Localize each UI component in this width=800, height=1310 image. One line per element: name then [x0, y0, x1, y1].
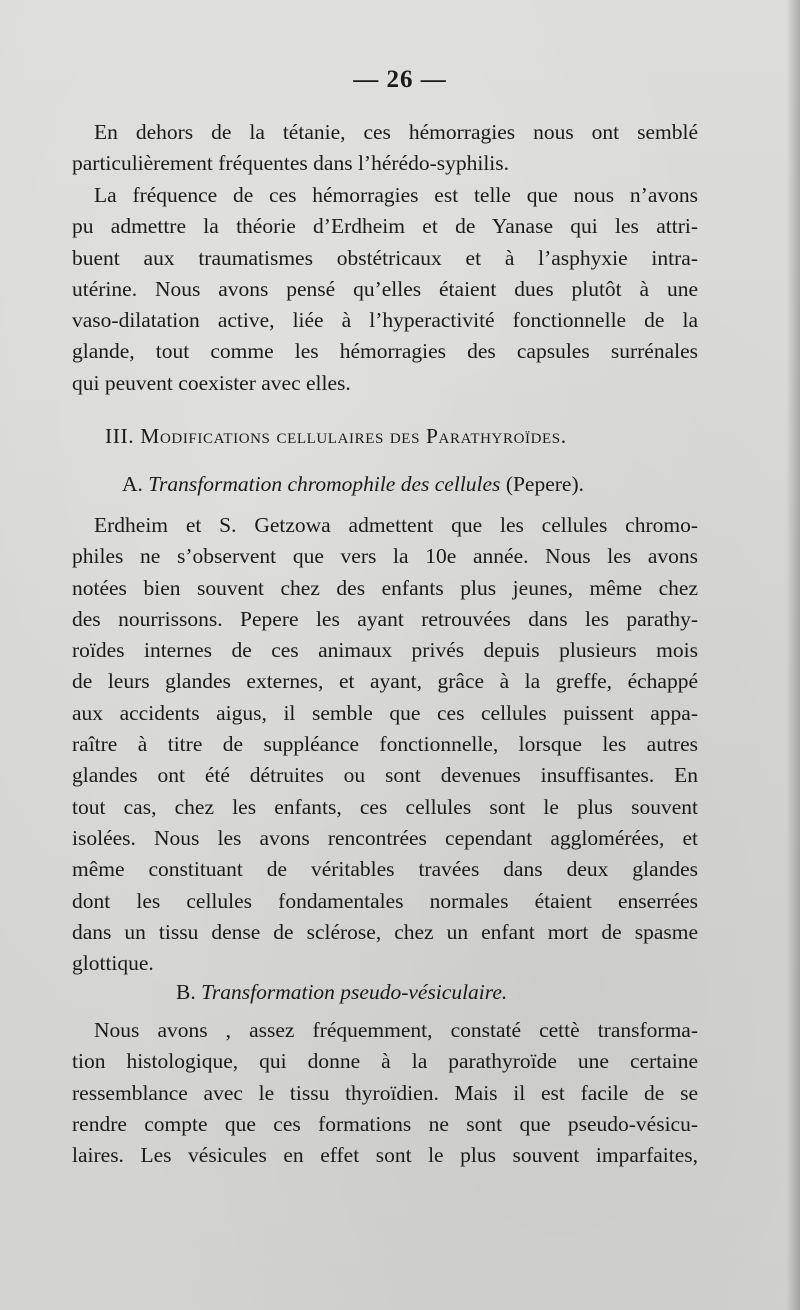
text-line: laires. Les vésicules en effet sont le plus souvent imparfaites,: [72, 1143, 698, 1168]
text-line: La fréquence de ces hémorragies est telle que nous n’avons: [94, 183, 698, 207]
text-line: dont les cellules fondamentales normales étaient enserrées: [72, 888, 698, 913]
text-line: même constituant de véritables travées dans deux glandes: [72, 857, 698, 882]
text-line: vaso-dilatation active, liée à l’hyperactivité fonctionnelle de la: [72, 308, 698, 333]
text-line: raître à titre de suppléance fonctionnelle, lorsque les autres: [72, 732, 698, 757]
subsection-title: Transformation pseudo-vésiculaire.: [201, 980, 508, 1004]
text-line: de leurs glandes externes, et ayant, grâce à la greffe, échappé: [72, 669, 698, 694]
page-number: — 26 —: [353, 66, 447, 93]
text-line: En dehors de la tétanie, ces hémorragies nous ont semblé: [94, 120, 698, 144]
text-line: utérine. Nous avons pensé qu’elles étaient dues plutôt à une: [72, 276, 698, 301]
text-line: buent aux traumatismes obstétricaux et à l’asphyxie intra-: [72, 245, 698, 270]
subsection-heading-b: [176, 980, 507, 1005]
text-line: qui peuvent coexister avec elles.: [72, 370, 351, 395]
subsection-letter: B.: [176, 980, 196, 1004]
text-line: tout cas, chez les enfants, ces cellules sont le plus souvent: [72, 794, 698, 819]
text-line: tion histologique, qui donne à la parathyroïde une certaine: [72, 1049, 698, 1074]
subsection-title: Transformation chromophile des cellules: [148, 472, 501, 496]
text-line: glande, tout comme les hémorragies des capsules surrénales: [72, 339, 698, 364]
text-line: dans un tissu dense de sclérose, chez un enfant mort de spasme: [72, 919, 698, 944]
page-edge-shadow: [786, 0, 800, 1310]
text-line: glandes ont été détruites ou sont devenues insuffisantes. En: [72, 763, 698, 788]
text-line: isolées. Nous les avons rencontrées cependant agglomérées, et: [72, 825, 698, 850]
text-line: ressemblance avec le tissu thyroïdien. Mais il est facile de se: [72, 1080, 698, 1105]
section-title: Modifications cellulaires des Parathyroïdes.: [140, 424, 567, 448]
text-line: Nous avons , assez fréquemment, constaté cettè transforma-: [94, 1018, 698, 1042]
text-line: notées bien souvent chez des enfants plus jeunes, même chez: [72, 575, 698, 600]
text-line: rendre compte que ces formations ne sont que pseudo-vésicu-: [72, 1111, 698, 1136]
paragraph-2: [72, 180, 698, 399]
text-line: Erdheim et S. Getzowa admettent que les cellules chromo-: [94, 513, 698, 537]
text-line: pu admettre la théorie d’Erdheim et de Yanase qui les attri-: [72, 214, 698, 239]
text-line: des nourrissons. Pepere les ayant retrouvées dans les parathy-: [72, 606, 698, 631]
text-line: particulièrement fréquentes dans l’hérédo-syphilis.: [72, 151, 510, 176]
paragraph-4: [72, 1015, 698, 1171]
text-line: aux accidents aigus, il semble que ces cellules puissent appa-: [72, 700, 698, 725]
section-heading-iii: [105, 424, 567, 449]
paragraph-3: [72, 510, 698, 979]
section-number: III.: [105, 424, 135, 448]
subsection-author: (Pepere).: [505, 472, 585, 496]
subsection-letter: A.: [122, 472, 143, 496]
text-line: roïdes internes de ces animaux privés depuis plusieurs mois: [72, 638, 698, 663]
text-line: philes ne s’observent que vers la 10e année. Nous les avons: [72, 544, 698, 569]
text-line: glottique.: [72, 951, 154, 976]
subsection-heading-a: [122, 472, 584, 497]
paragraph-1: [72, 117, 698, 180]
